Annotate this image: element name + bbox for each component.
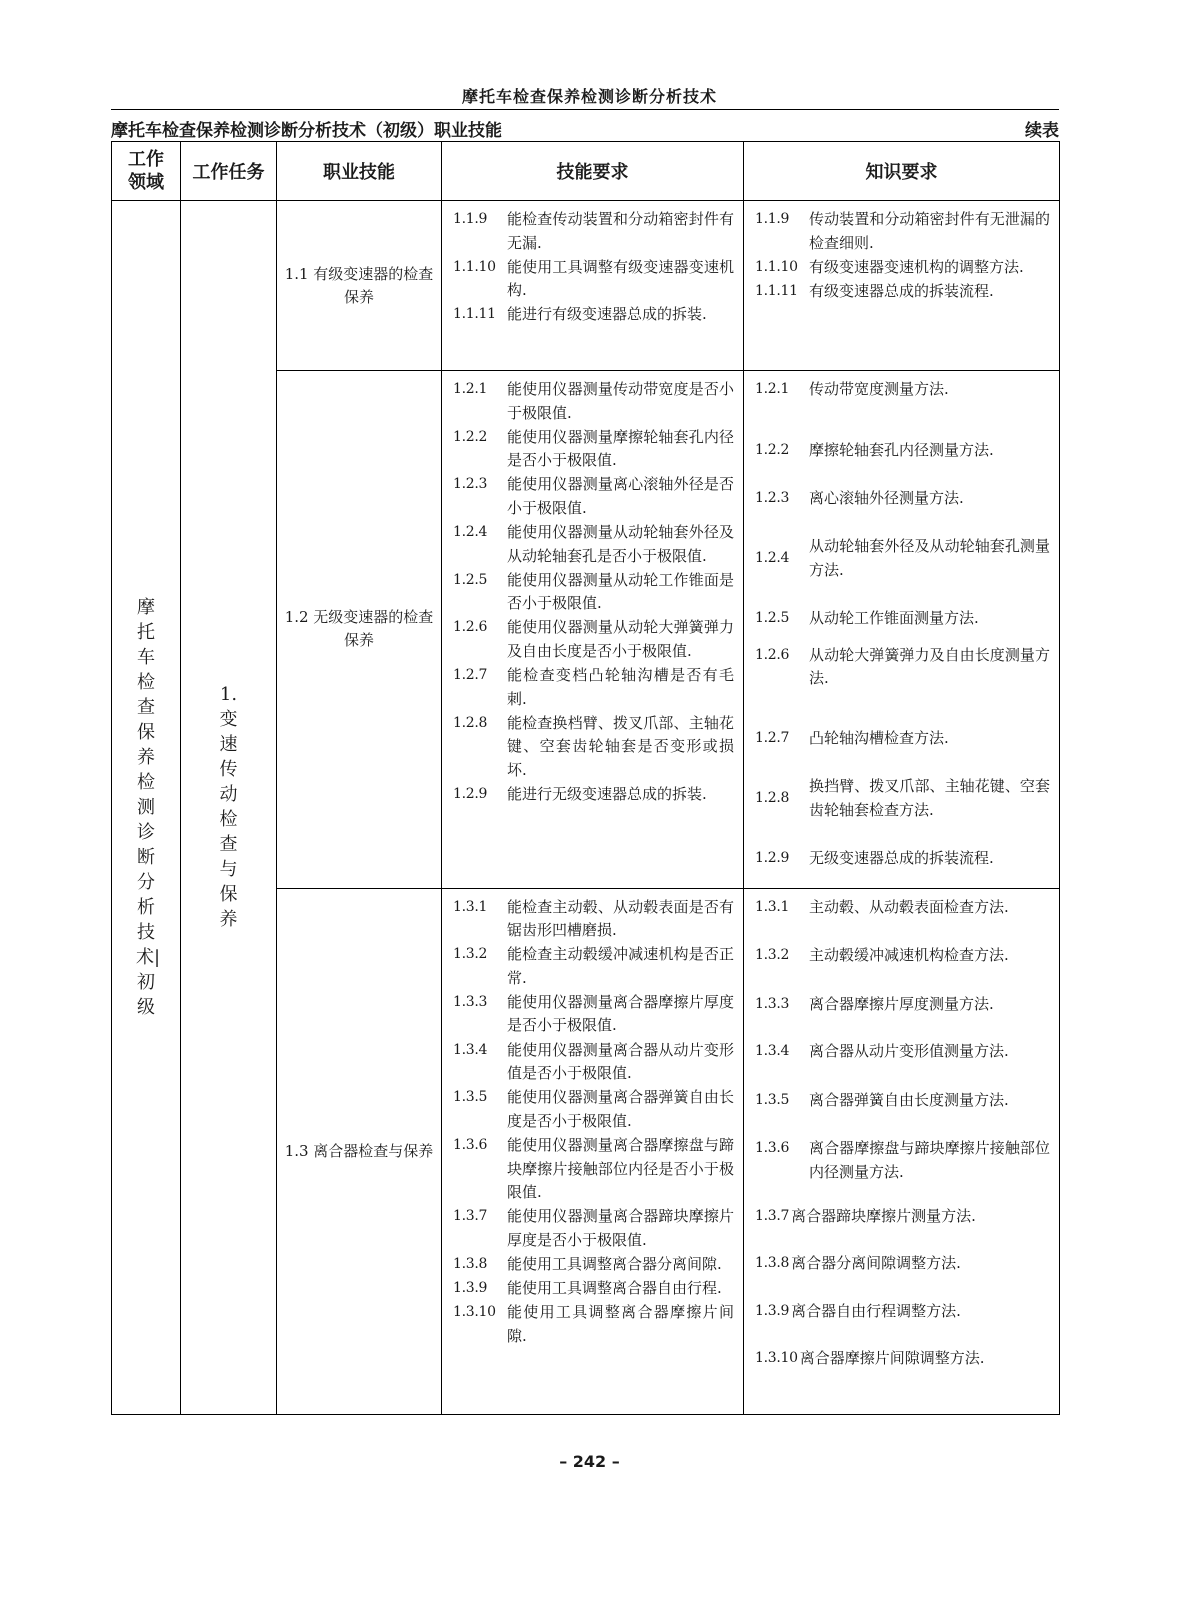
entry-number: 1.2.7 bbox=[755, 730, 790, 747]
entry-number: 1.2.1 bbox=[755, 381, 790, 397]
entry-number: 1.3.4 bbox=[755, 1043, 790, 1059]
entry-text: 换挡臂、拨叉爪部、主轴花键、空套齿轮轴套检查方法. bbox=[809, 777, 1050, 819]
skill-entry bbox=[453, 569, 734, 616]
entry-number: 1.1.11 bbox=[755, 282, 798, 299]
running-head: 摩托车检查保养检测诊断分析技术 bbox=[461, 87, 717, 106]
skill-requirements-cell bbox=[442, 201, 744, 371]
knowledge-entry bbox=[755, 764, 1050, 835]
entry-text: 能检查传动装置和分动箱密封件有无漏. bbox=[507, 210, 734, 252]
entry-text: 能使用仪器测量从动轮工作锥面是否小于极限值. bbox=[507, 570, 734, 613]
entry-number: 1.3.8 bbox=[755, 1255, 790, 1271]
entry-number: 1.2.1 bbox=[453, 381, 488, 397]
knowledge-entry bbox=[755, 1089, 1050, 1137]
entry-number: 1.3.3 bbox=[453, 993, 488, 1010]
entry-number: 1.3.2 bbox=[755, 947, 790, 963]
knowledge-entry bbox=[755, 835, 1050, 883]
skill-entry bbox=[453, 1301, 734, 1348]
entry-number: 1.1.11 bbox=[453, 306, 496, 323]
knowledge-entry bbox=[755, 896, 1050, 944]
entry-number: 1.1.10 bbox=[453, 258, 496, 275]
entry-text: 离合器摩擦片间隙调整方法. bbox=[799, 1349, 985, 1367]
knowledge-entry bbox=[755, 715, 1050, 763]
skill-entry bbox=[453, 991, 734, 1038]
entry-number: 1.3.4 bbox=[453, 1041, 488, 1058]
knowledge-entry bbox=[755, 427, 1050, 475]
entry-text: 能使用仪器测量摩擦轮轴套孔内径是否小于极限值. bbox=[507, 427, 734, 470]
skill-entry bbox=[453, 303, 734, 327]
entry-text: 能使用仪器测量离合器摩擦片厚度是否小于极限值. bbox=[507, 992, 734, 1035]
entry-text: 能使用工具调整离合器分离间隙. bbox=[507, 1254, 722, 1273]
page-number: – 242 – bbox=[559, 1452, 620, 1471]
knowledge-entry bbox=[755, 378, 1050, 426]
entry-text: 能使用仪器测量离合器从动片变形值是否小于极限值. bbox=[507, 1040, 734, 1083]
entry-number: 1.2.5 bbox=[755, 610, 790, 627]
skill-entry bbox=[453, 896, 734, 943]
skill-entry bbox=[453, 378, 734, 425]
table-title: 摩托车检查保养检测诊断分析技术（初级）职业技能 bbox=[111, 121, 502, 141]
knowledge-entry bbox=[755, 595, 1050, 643]
entry-text: 能使用仪器测量离心滚轴外径是否小于极限值. bbox=[507, 475, 734, 517]
skill-entry bbox=[453, 473, 734, 520]
skill-entry bbox=[453, 1277, 734, 1301]
entry-text: 能使用仪器测量从动轮轴套外径及从动轮轴套孔是否小于极限值. bbox=[507, 523, 734, 565]
entry-text: 能使用仪器测量离合器弹簧自由长度是否小于极限值. bbox=[507, 1088, 734, 1130]
knowledge-entry bbox=[755, 280, 1050, 304]
entry-number: 1.2.4 bbox=[755, 550, 790, 567]
knowledge-entry bbox=[755, 1040, 1050, 1088]
entry-number: 1.3.7 bbox=[453, 1208, 488, 1225]
entry-text: 离合器自由行程调整方法. bbox=[791, 1301, 961, 1320]
knowledge-requirements-cell bbox=[744, 371, 1060, 889]
entry-text: 主动毂缓冲减速机构检查方法. bbox=[809, 946, 1009, 964]
entry-number: 1.2.6 bbox=[755, 646, 790, 663]
entry-text: 能使用工具调整离合器自由行程. bbox=[507, 1279, 722, 1297]
skill-entry bbox=[453, 616, 734, 663]
entry-text: 主动毂、从动毂表面检查方法. bbox=[809, 897, 1009, 916]
entry-number: 1.2.6 bbox=[453, 619, 488, 636]
entry-text: 能进行有级变速器总成的拆装. bbox=[507, 305, 707, 324]
knowledge-entry bbox=[755, 475, 1050, 523]
entry-number: 1.3.2 bbox=[453, 946, 488, 963]
header-domain-line1: 工作 bbox=[128, 149, 164, 170]
entry-number: 1.3.3 bbox=[755, 995, 790, 1012]
entry-text: 能使用仪器测量离合器蹄块摩擦片厚度是否小于极限值. bbox=[507, 1207, 734, 1249]
knowledge-requirements-cell bbox=[744, 201, 1060, 371]
domain-text: 摩托车检查保养检测诊断分析技术|初级 bbox=[136, 596, 161, 1018]
knowledge-entry bbox=[755, 1205, 1050, 1252]
entry-text: 从动轮工作锥面测量方法. bbox=[809, 609, 979, 628]
entry-number: 1.1.10 bbox=[755, 258, 798, 275]
entry-number: 1.3.1 bbox=[453, 898, 488, 915]
knowledge-entry bbox=[755, 1347, 1050, 1371]
entry-text: 能使用仪器测量从动轮大弹簧弹力及自由长度是否小于极限值. bbox=[507, 618, 734, 661]
table-row bbox=[112, 201, 1060, 371]
skill-entry bbox=[453, 208, 734, 255]
entry-text: 能使用工具调整离合器摩擦片间隙. bbox=[507, 1303, 734, 1345]
header-rule bbox=[111, 109, 1059, 110]
skill-entry bbox=[453, 256, 734, 303]
entry-text: 能使用工具调整有级变速器变速机构. bbox=[507, 257, 734, 300]
knowledge-requirements-cell bbox=[744, 888, 1060, 1414]
entry-text: 凸轮轴沟槽检查方法. bbox=[809, 729, 949, 748]
entry-text: 能检查主动毂缓冲减速机构是否正常. bbox=[507, 945, 734, 987]
header-skill-requirements: 技能要求 bbox=[442, 142, 744, 201]
entry-number: 1.1.9 bbox=[755, 211, 790, 227]
entry-text: 有级变速器变速机构的调整方法. bbox=[809, 257, 1024, 276]
entry-number: 1.1.9 bbox=[453, 211, 488, 227]
skills-table bbox=[111, 141, 1060, 1415]
skill-requirements-cell bbox=[442, 888, 744, 1414]
knowledge-entry bbox=[755, 993, 1050, 1040]
skill-entry bbox=[453, 712, 734, 783]
header-domain bbox=[112, 142, 181, 201]
skill-entry bbox=[453, 1134, 734, 1205]
entry-text: 能使用仪器测量离合器摩擦盘与蹄块摩擦片接触部位内径是否小于极限值. bbox=[507, 1135, 734, 1202]
entry-number: 1.3.6 bbox=[453, 1136, 488, 1153]
skill-entry bbox=[453, 664, 734, 711]
entry-number: 1.3.7 bbox=[755, 1207, 790, 1224]
entry-text: 离合器蹄块摩擦片测量方法. bbox=[791, 1206, 976, 1225]
header-knowledge-requirements: 知识要求 bbox=[744, 142, 1060, 201]
entry-text: 摩擦轮轴套孔内径测量方法. bbox=[809, 440, 994, 459]
skill-entry bbox=[453, 1086, 734, 1133]
entry-text: 从动轮轴套外径及从动轮轴套孔测量方法. bbox=[809, 537, 1050, 579]
knowledge-entry bbox=[755, 644, 1050, 715]
entry-number: 1.3.9 bbox=[453, 1280, 488, 1296]
entry-text: 离合器从动片变形值测量方法. bbox=[809, 1042, 1009, 1060]
table-header-row bbox=[112, 142, 1060, 201]
skill-name-cell: 1.3 离合器检查与保养 bbox=[277, 888, 442, 1414]
entry-number: 1.2.2 bbox=[453, 428, 488, 445]
entry-text: 传动装置和分动箱密封件有无泄漏的检查细则. bbox=[809, 210, 1050, 252]
entry-number: 1.2.3 bbox=[453, 476, 488, 493]
skill-entry bbox=[453, 1039, 734, 1086]
entry-text: 离合器弹簧自由长度测量方法. bbox=[809, 1090, 1009, 1109]
table-title-row bbox=[111, 116, 1059, 141]
skill-entry bbox=[453, 943, 734, 990]
entry-number: 1.2.5 bbox=[453, 571, 488, 588]
entry-number: 1.2.8 bbox=[755, 790, 790, 807]
entry-text: 无级变速器总成的拆装流程. bbox=[809, 849, 994, 868]
skill-name-cell: 1.1 有级变速器的检查保养 bbox=[277, 201, 442, 371]
entry-text: 有级变速器总成的拆装流程. bbox=[809, 281, 994, 300]
entry-number: 1.3.5 bbox=[755, 1091, 790, 1108]
entry-text: 传动带宽度测量方法. bbox=[809, 380, 949, 398]
skill-name-cell: 1.2 无级变速器的检查保养 bbox=[277, 371, 442, 889]
entry-number: 1.2.9 bbox=[453, 786, 488, 803]
entry-number: 1.3.9 bbox=[755, 1302, 790, 1319]
entry-number: 1.2.2 bbox=[755, 441, 790, 458]
entry-text: 能检查变档凸轮轴沟槽是否有毛刺. bbox=[507, 666, 734, 708]
entry-number: 1.2.8 bbox=[453, 714, 488, 731]
header-skill: 职业技能 bbox=[277, 142, 442, 201]
entry-number: 1.3.1 bbox=[755, 898, 790, 915]
entry-text: 离合器摩擦盘与蹄块摩擦片接触部位内径测量方法. bbox=[809, 1139, 1050, 1181]
domain-cell bbox=[112, 201, 181, 1415]
entry-number: 1.2.7 bbox=[453, 667, 488, 684]
skill-entry bbox=[453, 426, 734, 473]
entry-text: 能检查主动毂、从动毂表面是否有锯齿形凹槽磨损. bbox=[507, 897, 734, 940]
knowledge-entry bbox=[755, 256, 1050, 280]
entry-number: 1.3.10 bbox=[755, 1350, 798, 1366]
header-task: 工作任务 bbox=[181, 142, 277, 201]
skill-entry bbox=[453, 783, 734, 807]
knowledge-entry bbox=[755, 944, 1050, 992]
entry-text: 能进行无级变速器总成的拆装. bbox=[507, 785, 707, 804]
knowledge-entry bbox=[755, 524, 1050, 595]
entry-text: 能使用仪器测量传动带宽度是否小于极限值. bbox=[507, 380, 734, 422]
entry-number: 1.3.10 bbox=[453, 1304, 496, 1321]
entry-number: 1.2.4 bbox=[453, 524, 488, 541]
task-text: 1.变速传动检查与保养 bbox=[219, 684, 238, 931]
entry-number: 1.3.8 bbox=[453, 1255, 488, 1272]
knowledge-entry bbox=[755, 1252, 1050, 1299]
entry-text: 从动轮大弹簧弹力及自由长度测量方法. bbox=[809, 645, 1050, 688]
skill-entry bbox=[453, 1205, 734, 1252]
skill-entry bbox=[453, 1253, 734, 1277]
entry-number: 1.2.9 bbox=[755, 850, 790, 867]
continued-label: 续表 bbox=[1025, 121, 1059, 141]
knowledge-entry bbox=[755, 1137, 1050, 1204]
knowledge-entry bbox=[755, 208, 1050, 255]
entry-number: 1.3.6 bbox=[755, 1140, 790, 1156]
entry-text: 能检查换档臂、拨叉爪部、主轴花键、空套齿轮轴套是否变形或损坏. bbox=[507, 713, 734, 779]
skill-requirements-cell bbox=[442, 371, 744, 889]
task-cell bbox=[181, 201, 277, 1415]
entry-text: 离心滚轴外径测量方法. bbox=[809, 489, 964, 508]
entry-text: 离合器分离间隙调整方法. bbox=[791, 1254, 961, 1272]
entry-number: 1.3.5 bbox=[453, 1089, 488, 1106]
skill-entry bbox=[453, 521, 734, 568]
header-domain-line2: 领域 bbox=[128, 172, 164, 193]
entry-text: 离合器摩擦片厚度测量方法. bbox=[809, 994, 994, 1013]
entry-number: 1.2.3 bbox=[755, 490, 790, 507]
knowledge-entry bbox=[755, 1300, 1050, 1347]
